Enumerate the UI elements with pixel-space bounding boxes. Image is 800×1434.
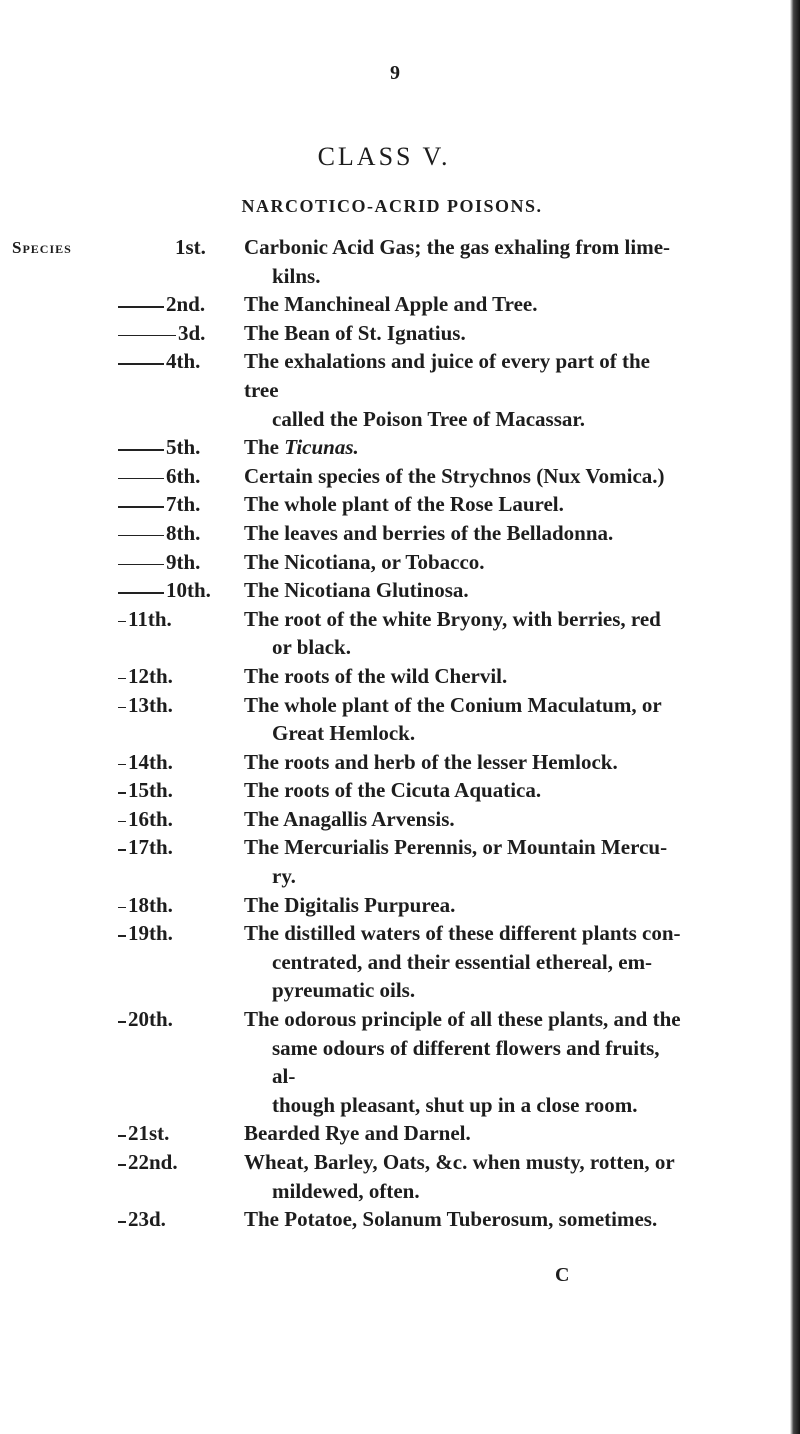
description-line: The Digitalis Purpurea. <box>244 892 456 917</box>
species-ordinal: 7th. <box>166 492 201 517</box>
species-description <box>244 233 684 290</box>
species-description <box>244 748 684 777</box>
description-line: The exhalations and juice of every part of the tree <box>244 349 650 402</box>
species-ordinal: 18th. <box>128 892 173 917</box>
description-line: The whole plant of the Conium Maculatum, or <box>244 692 662 717</box>
species-ordinal: 19th. <box>128 921 173 946</box>
species-description <box>244 462 684 491</box>
description-line: The roots and herb of the lesser Hemlock. <box>244 749 618 774</box>
description-line: The root of the white Bryony, with berries, red <box>244 606 661 631</box>
description-line: The distilled waters of these different plants con- <box>244 921 681 946</box>
page-number: 9 <box>390 62 400 84</box>
description-line: The Nicotiana, or Tobacco. <box>244 549 485 574</box>
ditto-rule <box>118 821 126 823</box>
ditto-rule <box>118 592 164 594</box>
species-description <box>244 548 684 577</box>
species-description <box>244 691 684 748</box>
ditto-rule <box>118 1164 126 1166</box>
species-ordinal: 12th. <box>128 663 173 688</box>
species-ordinal: 3d. <box>178 320 206 345</box>
description-line: Bearded Rye and Darnel. <box>244 1121 471 1146</box>
species-description <box>244 891 684 920</box>
species-entry <box>0 233 790 290</box>
species-ordinal: 9th. <box>166 549 201 574</box>
species-entry <box>0 1119 790 1148</box>
species-description <box>244 319 684 348</box>
species-entry <box>0 1148 790 1205</box>
section-subtitle: NARCOTICO-ACRID POISONS. <box>241 196 543 216</box>
species-entry <box>0 347 790 433</box>
description-line: Wheat, Barley, Oats, &c. when musty, rotten, or <box>244 1150 675 1174</box>
species-description <box>244 1005 684 1119</box>
description-line: The leaves and berries of the Belladonna. <box>244 520 614 545</box>
ditto-rule <box>118 449 164 451</box>
description-line: centrated, and their essential ethereal, em- <box>272 949 653 974</box>
description-line: or black. <box>272 635 351 660</box>
description-line: Carbonic Acid Gas; the gas exhaling from lime- <box>244 235 671 259</box>
description-line: The whole plant of the Rose Laurel. <box>244 492 564 517</box>
species-description <box>244 1119 684 1148</box>
description-line: The Bean of St. Ignatius. <box>244 320 466 345</box>
description-line: The Mercurialis Perennis, or Mountain Mercu- <box>244 835 668 860</box>
description-line: pyreumatic oils. <box>272 978 416 1003</box>
species-ordinal: 16th. <box>128 806 173 831</box>
species-ordinal: 14th. <box>128 749 173 774</box>
species-description <box>244 805 684 834</box>
species-ordinal: 11th. <box>128 606 172 631</box>
species-entry <box>0 891 790 920</box>
ditto-rule <box>118 306 164 308</box>
description-line: mildewed, often. <box>272 1178 420 1203</box>
species-ordinal: 23d. <box>128 1207 166 1232</box>
species-ordinal: 15th. <box>128 778 173 803</box>
species-description <box>244 519 684 548</box>
ditto-rule <box>118 621 126 623</box>
species-entry <box>0 662 790 691</box>
species-entry <box>0 805 790 834</box>
ditto-rule <box>118 478 164 480</box>
description-line: The roots of the wild Chervil. <box>244 663 508 688</box>
species-description <box>244 833 684 890</box>
species-entry <box>0 462 790 491</box>
description-line: same odours of different flowers and fruits, al- <box>272 1035 660 1089</box>
species-ordinal: 2nd. <box>166 292 206 317</box>
species-description <box>244 1148 684 1205</box>
species-entry <box>0 433 790 462</box>
species-description <box>244 433 684 462</box>
species-label: Species <box>12 238 72 257</box>
catchword: C <box>555 1264 570 1286</box>
description-line: The odorous principle of all these plants, and the <box>244 1007 681 1032</box>
species-list <box>0 233 790 1234</box>
species-ordinal: 10th. <box>166 578 211 603</box>
species-entry <box>0 548 790 577</box>
species-entry <box>0 1205 790 1234</box>
species-ordinal: 20th. <box>128 1007 173 1032</box>
species-description <box>244 290 684 319</box>
description-line: kilns. <box>272 263 321 288</box>
species-description <box>244 662 684 691</box>
ditto-rule <box>118 335 176 337</box>
description-line: The roots of the Cicuta Aquatica. <box>244 778 542 803</box>
species-entry <box>0 605 790 662</box>
species-ordinal: 13th. <box>128 692 173 717</box>
description-line: The Potatoe, Solanum Tuberosum, sometimes. <box>244 1207 658 1232</box>
species-description <box>244 605 684 662</box>
scan-edge <box>790 0 800 1434</box>
species-ordinal: 17th. <box>128 835 173 860</box>
description-line: ry. <box>272 864 296 889</box>
ditto-rule <box>118 564 164 566</box>
description-line: called the Poison Tree of Macassar. <box>272 406 586 431</box>
species-ordinal: 21st. <box>128 1121 170 1146</box>
species-entry <box>0 1005 790 1119</box>
description-line: The Anagallis Arvensis. <box>244 806 455 831</box>
class-title: CLASS V. <box>317 142 451 171</box>
species-description <box>244 919 684 1005</box>
species-ordinal: 1st. <box>175 235 206 259</box>
species-description <box>244 576 684 605</box>
species-description <box>244 776 684 805</box>
species-entry <box>0 748 790 777</box>
ditto-rule <box>118 707 126 709</box>
species-entry <box>0 319 790 348</box>
ditto-rule <box>118 1221 126 1223</box>
species-entry <box>0 290 790 319</box>
description-line: Great Hemlock. <box>272 721 416 746</box>
ditto-rule <box>118 792 126 794</box>
species-description <box>244 347 684 433</box>
species-ordinal: 6th. <box>166 463 201 488</box>
ditto-rule <box>118 1021 126 1023</box>
ditto-rule <box>118 1135 126 1137</box>
ditto-rule <box>118 363 164 365</box>
description-line: Certain species of the Strychnos (Nux Vomica.) <box>244 463 665 488</box>
ditto-rule <box>118 535 164 537</box>
species-entry <box>0 519 790 548</box>
species-entry <box>0 776 790 805</box>
ditto-rule <box>118 678 126 680</box>
ditto-rule <box>118 849 126 851</box>
description-line: though pleasant, shut up in a close room. <box>272 1092 638 1117</box>
species-entry <box>0 919 790 1005</box>
ditto-rule <box>118 506 164 508</box>
species-entry <box>0 576 790 605</box>
species-entry <box>0 490 790 519</box>
species-ordinal: 8th. <box>166 520 201 545</box>
species-ordinal: 5th. <box>166 435 201 460</box>
description-line: The Manchineal Apple and Tree. <box>244 292 538 317</box>
species-description <box>244 1205 684 1234</box>
species-ordinal: 22nd. <box>128 1150 178 1174</box>
species-entry <box>0 833 790 890</box>
ditto-rule <box>118 935 126 937</box>
species-description <box>244 490 684 519</box>
species-entry <box>0 691 790 748</box>
ditto-rule <box>118 764 126 766</box>
description-line: The Ticunas. <box>244 435 359 460</box>
ditto-rule <box>118 907 126 909</box>
description-line: The Nicotiana Glutinosa. <box>244 578 469 603</box>
species-ordinal: 4th. <box>166 349 201 374</box>
